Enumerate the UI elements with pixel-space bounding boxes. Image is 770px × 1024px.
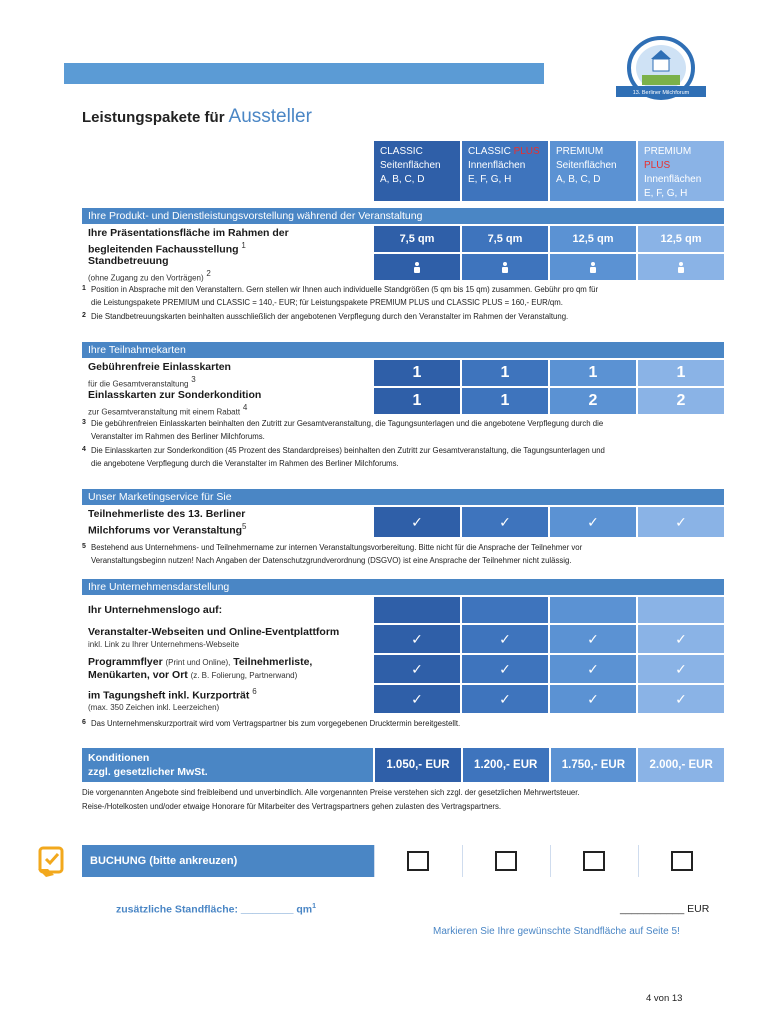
row-print-materials: Programmflyer (Print und Online), Teilnehmerliste, Menükarten, vor Ort (z. B. Folierung, Partnerwand) ✓ ✓ ✓ ✓ xyxy=(82,655,724,683)
conditions-row: Konditionen zzgl. gesetzlicher MwSt. 1.050,- EUR 1.200,- EUR 1.750,- EUR 2.000,- EUR xyxy=(82,748,724,782)
cell-area-premium-plus: 12,5 qm xyxy=(638,226,724,252)
logo-text: 13. Berliner Milchforum xyxy=(632,90,690,96)
row-websites: Veranstalter-Webseiten und Online-Eventplattform inkl. Link zu Ihrer Unternehmens-Webseite ✓ ✓ ✓ ✓ xyxy=(82,625,724,653)
footnote-2: 2 Die Standbetreuungskarten beinhalten ausschließlich der angebotenen Verpflegung durch den Veranstalter im Rahmen der Veranstaltung. xyxy=(82,312,569,321)
checkbox-classic[interactable] xyxy=(407,851,429,871)
section-head: Ihre Teilnahmekarten xyxy=(82,342,724,358)
section-presentation xyxy=(82,208,724,323)
section-company xyxy=(82,579,724,730)
check-icon: ✓ xyxy=(462,507,548,537)
price-premium: 1.750,- EUR xyxy=(551,748,637,782)
section-tickets xyxy=(82,342,724,470)
footnote-1: 1 Position in Absprache mit den Veranstaltern. Gern stellen wir Ihnen auch individuelle Standgrößen (5 qm bis 15 qm) zusammen. Gebühr pro qm für die Leistungspakete PREMIUM und CLASSIC = 140,- EUR; für Leistungspakete PREMIUM PLUS und CLASSIC PLUS = 160,- EUR/qm. xyxy=(82,285,599,307)
hand-checklist-icon xyxy=(36,845,72,879)
row-free-tickets: Gebührenfreie Einlasskarten für die Gesamtveranstaltung $^3$ 1 1 1 1 xyxy=(82,360,724,386)
title-accent: Aussteller xyxy=(228,106,312,127)
person-icon xyxy=(413,262,421,273)
row-discount-tickets: Einlasskarten zur Sonderkondition zur Gesamtveranstaltung mit einem Rabatt $^4$ 1 1 2 2 xyxy=(82,388,724,414)
page-title xyxy=(82,106,312,128)
check-icon: ✓ xyxy=(374,625,460,653)
extra-area-field[interactable]: zusätzliche Standfläche: _________ $qm^1$ xyxy=(116,903,316,916)
header-bar xyxy=(64,63,544,84)
person-icon xyxy=(501,262,509,273)
page-number: 4 von 13 xyxy=(646,993,683,1004)
row-participant-list: Teilnehmerliste des 13. Berliner Milchforums vor Veranstaltung$^5$ ✓ ✓ ✓ ✓ xyxy=(82,507,724,537)
section-marketing xyxy=(82,489,724,567)
footnote-3: 3 Die gebührenfreien Einlasskarten beinhalten den Zutritt zur Gesamtveranstaltung, die Tagungsunterlagen und die angebotene Verpflegung durch die Veranstalter im Rahmen des Berliner Milchforums. xyxy=(82,419,604,441)
checkbox-premium[interactable] xyxy=(583,851,605,871)
section-head: Ihre Produkt- und Dienstleistungsvorstellung während der Veranstaltung xyxy=(82,208,724,224)
row-conference-booklet: im Tagungsheft inkl. Kurzporträt $^6$ (max. 350 Zeichen inkl. Leerzeichen) ✓ ✓ ✓ ✓ xyxy=(82,685,724,713)
check-icon: ✓ xyxy=(550,655,636,683)
check-icon: ✓ xyxy=(374,685,460,713)
col-header-premium-plus: PREMIUM PLUS Innenflächen E, F, G, H xyxy=(638,141,724,201)
check-icon: ✓ xyxy=(374,655,460,683)
check-icon: ✓ xyxy=(638,625,724,653)
person-icon xyxy=(677,262,685,273)
price-classic: 1.050,- EUR xyxy=(375,748,461,782)
title-main: Leistungspakete für xyxy=(82,109,225,126)
price-classic-plus: 1.200,- EUR xyxy=(463,748,549,782)
package-column-headers xyxy=(374,141,724,201)
person-icon xyxy=(589,262,597,273)
col-header-premium: PREMIUM Seitenflächen A, B, C, D xyxy=(550,141,636,201)
check-icon: ✓ xyxy=(462,655,548,683)
check-icon: ✓ xyxy=(550,685,636,713)
check-icon: ✓ xyxy=(550,507,636,537)
check-icon: ✓ xyxy=(550,625,636,653)
check-icon: ✓ xyxy=(374,507,460,537)
row-stand-staff: Standbetreuung (ohne Zugang zu den Vorträgen) $^2$ xyxy=(82,254,724,280)
checkbox-classic-plus[interactable] xyxy=(495,851,517,871)
check-icon: ✓ xyxy=(638,685,724,713)
booking-label: BUCHUNG (bitte ankreuzen) xyxy=(82,845,374,877)
col-header-classic-plus: CLASSIC PLUS Innenflächen E, F, G, H xyxy=(462,141,548,201)
check-icon: ✓ xyxy=(638,655,724,683)
check-icon: ✓ xyxy=(638,507,724,537)
section-head: Unser Marketingservice für Sie xyxy=(82,489,724,505)
cell-area-classic: 7,5 qm xyxy=(374,226,460,252)
price-premium-plus: 2.000,- EUR xyxy=(638,748,724,782)
col-header-classic: CLASSIC Seitenflächen A, B, C, D xyxy=(374,141,460,201)
cell-area-premium: 12,5 qm xyxy=(550,226,636,252)
section-head: Ihre Unternehmensdarstellung xyxy=(82,579,724,595)
footnote-4: 4 Die Einlasskarten zur Sonderkondition (45 Prozent des Standardpreises) beinhalten den Zutritt zur Gesamtveranstaltung, die Tagungsunterlagen und die angebotene Verpflegung durch die Veranstalter im Rahmen des Berliner Milchforums. xyxy=(82,446,605,468)
extra-eur-field[interactable]: ___________ EUR xyxy=(620,903,710,915)
checkbox-premium-plus[interactable] xyxy=(671,851,693,871)
footnote-6: 6 Das Unternehmenskurzportrait wird vom Vertragspartner bis zum vorgegebenen Drucktermin bereitgestellt. xyxy=(82,719,461,728)
milchforum-seal-icon xyxy=(612,35,710,105)
row-presentation-area: Ihre Präsentationsfläche im Rahmen der begleitenden Fachausstellung $^1$ 7,5 qm 7,5 qm 12,5 qm 12,5 qm xyxy=(82,226,724,252)
conditions-note: Die vorgenannten Angebote sind freibleibend und unverbindlich. Alle vorgenannten Preise verstehen sich zzgl. der gesetzlichen Mehrwertsteuer. Reise-/Hotelkosten und/oder etwaige Honorare für Mitarbeiter des Vertragspartners gehen zulasten des Vertragspartners. xyxy=(82,788,580,811)
check-icon: ✓ xyxy=(462,685,548,713)
footnote-5: 5 Bestehend aus Unternehmens- und Teilnehmername zur internen Veranstaltungsvorbereitung. Bitte nicht für die Ansprache der Teilnehmer vor Veranstaltungsbeginn nutzen! Nach Angaben der Datenschutzgrundverordnung (DSGVO) ist eine Ansprache der Teilnehmer nicht zulässig. xyxy=(82,543,583,565)
mark-note: Markieren Sie Ihre gewünschte Standfläche auf Seite 5! xyxy=(433,926,680,937)
cell-area-classic-plus: 7,5 qm xyxy=(462,226,548,252)
booking-row xyxy=(82,845,724,877)
check-icon: ✓ xyxy=(462,625,548,653)
row-logo-heading: Ihr Unternehmenslogo auf: xyxy=(82,597,724,623)
